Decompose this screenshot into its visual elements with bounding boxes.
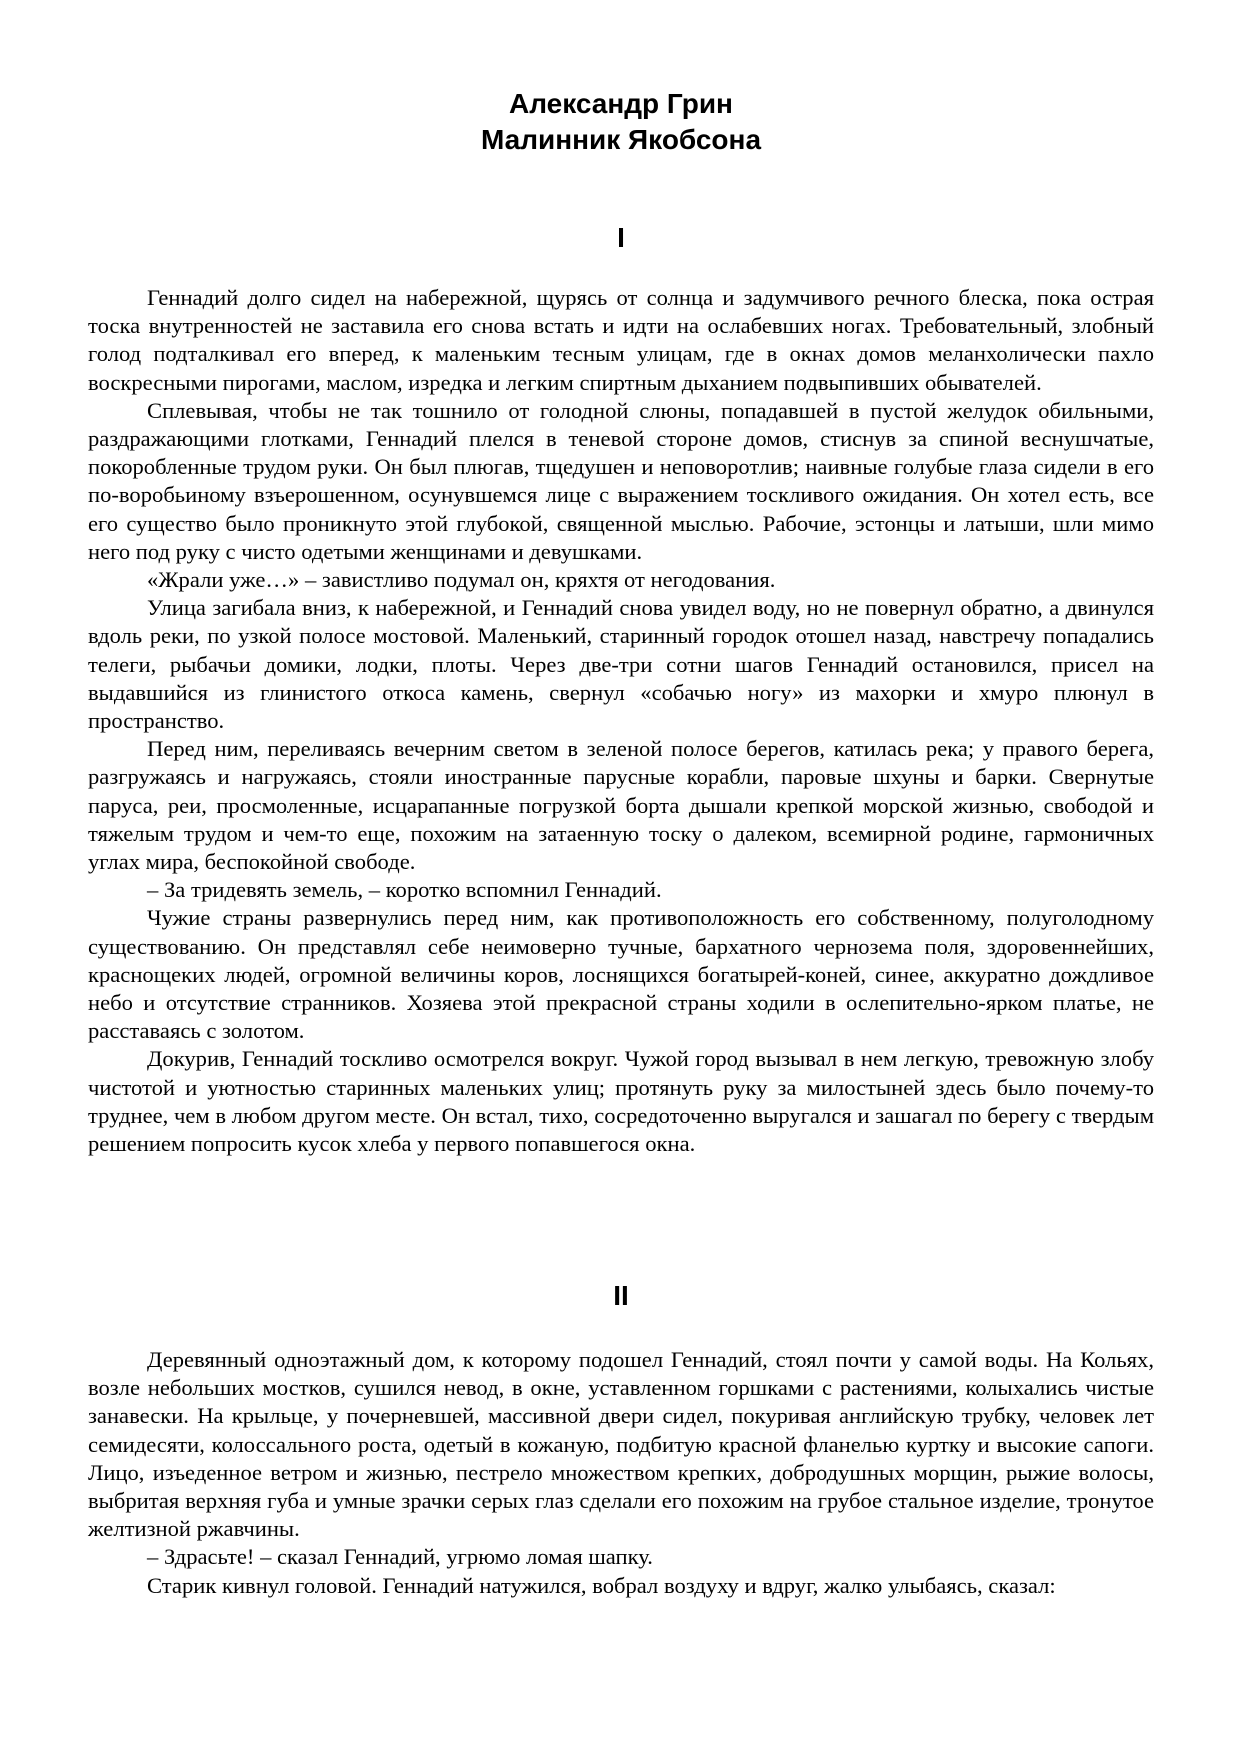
paragraph: Деревянный одноэтажный дом, к которому подошел Геннадий, стоял почти у самой воды. На Кольях, возле небольших мостков, сушился невод, в окне, уставленном горшками с растениями, колыхались чистые занавески. На крыльце, у почерневшей, массивной двери сидел, покуривая английскую трубку, человек лет семидесяти, колоссального роста, одетый в кожаную, подбитую красной фланелью куртку и высокие сапоги. Лицо, изъеденное ветром и жизнью, пестрело множеством крепких, добродушных морщин, рыжие волосы, выбритая верхняя губа и умные зрачки серых глаз сделали его похожим на грубое стальное изделие, тронутое желтизной ржавчины. bbox=[88, 1347, 1154, 1542]
paragraph: «Жрали уже…» – завистливо подумал он, кряхтя от негодования. bbox=[147, 567, 776, 593]
paragraph: Чужие страны развернулись перед ним, как противоположность его собственному, полуголодному существованию. Он представлял себе неимоверно тучные, бархатного чернозема поля, здоровеннейших, краснощеких людей, огромной величины коров, лоснящихся богатырей-коней, синее, аккуратно дождливое небо и отсутствие странников. Хозяева этой прекрасной страны ходили в ослепительно-ярком платье, не расставаясь с золотом. bbox=[88, 905, 1154, 1044]
title-block bbox=[0, 86, 1242, 158]
chapter-text bbox=[88, 1346, 1154, 1600]
paragraph: Докурив, Геннадий тоскливо осмотрелся вокруг. Чужой город вызывал в нем легкую, тревожную злобу чистотой и уютностью старинных маленьких улиц; протянуть руку за милостыней здесь было почему-то труднее, чем в любом другом месте. Он встал, тихо, сосредоточенно выругался и зашагал по берегу с твердым решением попросить кусок хлеба у первого попавшегося окна. bbox=[88, 1046, 1154, 1157]
paragraph: – За тридевять земель, – коротко вспомнил Геннадий. bbox=[147, 877, 662, 903]
paragraph: Улица загибала вниз, к набережной, и Геннадий снова увидел воду, но не повернул обратно, а двинулся вдоль реки, по узкой полосе мостовой. Маленький, старинный городок отошел назад, навстречу попадались телеги, рыбачьи домики, лодки, плоты. Через две-три сотни шагов Геннадий остановился, присел на выдавшийся из глинистого откоса камень, свернул «собачью ногу» из махорки и хмуро плюнул в пространство. bbox=[88, 595, 1154, 734]
paragraph: Геннадий долго сидел на набережной, щурясь от солнца и задумчивого речного блеска, пока острая тоска внутренностей не заставила его снова встать и идти на ослабевших ногах. Требовательный, злобный голод подталкивал его вперед, к маленьким тесным улицам, где в окнах домов меланхолически пахло воскресными пирогами, маслом, изредка и легким спиртным дыханием подвыпивших обывателей. bbox=[88, 285, 1154, 395]
paragraph: Сплевывая, чтобы не так тошнило от голодной слюны, попадавшей в пустой желудок обильными, раздражающими глотками, Геннадий плелся в теневой стороне домов, стиснув за спиной веснушчатые, покоробленные трудом руки. Он был плюгав, тщедушен и неповоротлив; наивные голубые глаза сидели в его по-воробьиному взъерошенном, осунувшемся лице с выражением тоскливого ожидания. Он хотел есть, все его существо было проникнуто этой глубокой, священной мыслью. Рабочие, эстонцы и латыши, шли мимо него под руку с чисто одетыми женщинами и девушками. bbox=[88, 397, 1154, 564]
chapter-heading: I bbox=[617, 222, 625, 253]
paragraph: Старик кивнул головой. Геннадий натужился, вобрал воздуху и вдруг, жалко улыбаясь, сказал: bbox=[147, 1572, 1056, 1598]
paragraph: – Здрасьте! – сказал Геннадий, угрюмо ломая шапку. bbox=[147, 1544, 653, 1570]
work-title: Малинник Якобсона bbox=[480, 124, 762, 155]
chapter-heading: II bbox=[613, 1280, 629, 1311]
author-name: Александр Грин bbox=[509, 88, 733, 119]
chapter-text bbox=[88, 284, 1154, 1158]
paragraph: Перед ним, переливаясь вечерним светом в зеленой полосе берегов, катилась река; у правого берега, разгружаясь и нагружаясь, стояли иностранные парусные корабли, паровые шхуны и барки. Свернутые паруса, реи, просмоленные, исцарапанные погрузкой борта дышали крепкой морской жизнью, свободой и тяжелым трудом и чем-то еще, похожим на затаенную тоску о далеком, всемирной родине, гармоничных углах мира, беспокойной свободе. bbox=[88, 736, 1154, 875]
